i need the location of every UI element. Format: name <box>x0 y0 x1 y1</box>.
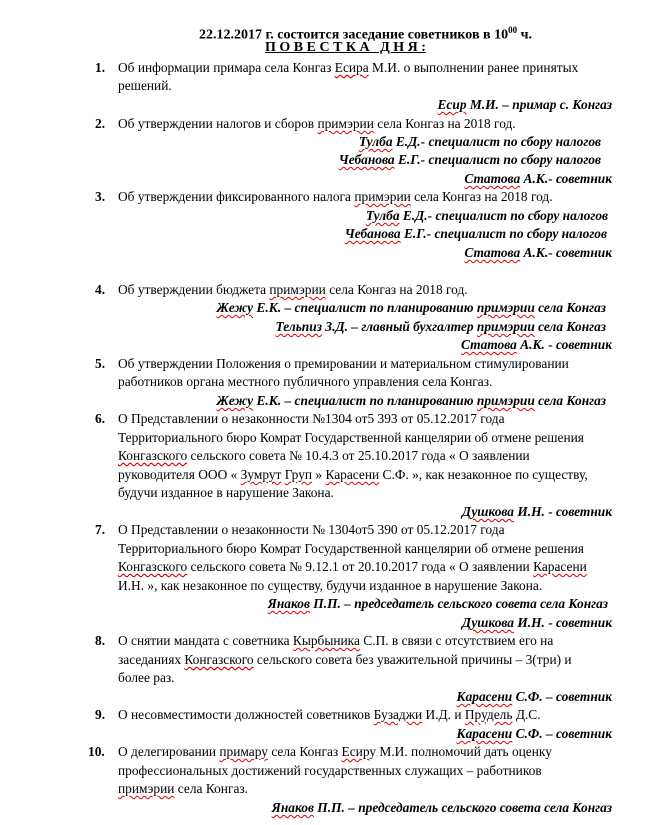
item-6-line-5: будучи изданное в нарушение Закона. <box>118 485 334 500</box>
date-line-text: 22.12.2017 г. состоится заседание советников в 10 <box>199 27 509 43</box>
item-number: 8. <box>95 633 106 648</box>
item-9-speaker-1: Карасени С.Ф. – советник <box>456 726 612 741</box>
item-8-line-3: более раз. <box>118 670 175 685</box>
item-3-speaker-1: Тулба Е.Д.- специалист по сбору налогов <box>365 208 608 223</box>
item-3-line-1: Об утверждении фиксированного налога примэрии села Конгаз на 2018 год. <box>118 189 553 204</box>
item-10-line-1: О делегировании примару села Конгаз Есиру М.И. полномочий дать оценку <box>118 744 552 759</box>
item-1-speaker-1: Есир М.И. – примар с. Конгаз <box>437 97 612 112</box>
item-8-speaker-1: Карасени С.Ф. – советник <box>456 689 612 704</box>
item-number: 5. <box>95 356 106 371</box>
item-6-speaker-1: Душкова И.Н. - советник <box>461 504 612 519</box>
item-9-line-1: О несовместимости должностей советников Бузаджи И.Д. и Прудель Д.С. <box>118 707 541 722</box>
item-2-speaker-3: Статова А.К.- советник <box>464 171 612 186</box>
item-5-line-2: работников органа местного публичного управления села Конгаз. <box>118 374 493 389</box>
item-4-speaker-3: Статова А.К. - советник <box>461 337 612 352</box>
item-7-line-1: О Представлении о незаконности № 1304от5 390 от 05.12.2017 года <box>118 522 505 537</box>
item-5-speaker-1: Жежу Е.К. – специалист по планированию примэрии села Конгаз <box>216 393 606 408</box>
item-4-speaker-2: Тельпиз З.Д. – главный бухгалтер примэрии села Конгаз <box>275 319 606 334</box>
item-8-line-1: О снятии мандата с советника Кырбыника С.П. в связи с отсутствием его на <box>118 633 554 648</box>
item-4-speaker-1: Жежу Е.К. – специалист по планированию примэрии села Конгаз <box>216 300 606 315</box>
item-7-line-2: Территориального бюро Комрат Государственной канцелярии об отмене решения <box>118 541 584 556</box>
item-number: 2. <box>95 116 106 131</box>
item-3-speaker-3: Статова А.К.- советник <box>464 245 612 260</box>
item-number: 6. <box>95 411 106 426</box>
item-10-line-3: примэрии села Конгаз. <box>118 781 249 796</box>
item-5-line-1: Об утверждении Положения о премировании и материальном стимулировании <box>118 356 569 371</box>
item-number: 1. <box>95 60 106 75</box>
item-6-line-3: Конгазского сельского совета № 10.4.3 от 25.10.2017 года « О заявлении <box>118 448 530 463</box>
item-6-line-4: руководителя ООО « Зумрут Груп » Карасени С.Ф. », как незаконное по существу, <box>118 467 588 482</box>
item-8-line-2: заседаниях Конгазского сельского совета без уважительной причины – 3(три) и <box>118 652 572 667</box>
item-number: 4. <box>95 282 106 297</box>
time-superscript: 00 <box>508 25 518 35</box>
item-1-line-1: Об информации примара села Конгаз Есира М.И. о выполнении ранее принятых <box>118 60 579 75</box>
item-6-line-2: Территориального бюро Комрат Государственной канцелярии об отмене решения <box>118 430 584 445</box>
item-1-line-2: решений. <box>118 78 172 93</box>
item-2-speaker-1: Тулба Е.Д.- специалист по сбору налогов <box>358 134 601 149</box>
item-number: 7. <box>95 522 106 537</box>
item-number: 10. <box>88 744 105 759</box>
date-line-suffix: ч. <box>517 27 532 43</box>
item-4-line-1: Об утверждении бюджета примэрии села Конгаз на 2018 год. <box>118 282 468 297</box>
item-7-line-4: И.Н. », как незаконное по существу, будучи изданное в нарушение Закона. <box>118 578 543 593</box>
item-7-speaker-2: Душкова И.Н. - советник <box>461 615 612 630</box>
item-10-speaker-1: Янаков П.П. – председатель сельского совета села Конгаз <box>271 800 612 815</box>
item-7-speaker-1: Янаков П.П. – председатель сельского совета села Конгаз <box>267 596 608 611</box>
item-2-line-1: Об утверждении налогов и сборов примэрии села Конгаз на 2018 год. <box>118 116 516 131</box>
item-10-line-2: профессиональных достижений государственных служащих – работников <box>118 763 542 778</box>
item-2-speaker-2: Чебанова Е.Г.- специалист по сбору налогов <box>338 152 601 167</box>
agenda-title: П О В Е С Т К А Д Н Я : <box>265 40 426 55</box>
item-3-speaker-2: Чебанова Е.Г.- специалист по сбору налогов <box>344 226 607 241</box>
item-7-line-3: Конгазского сельского совета № 9.12.1 от 20.10.2017 года « О заявлении Карасени <box>118 559 587 574</box>
item-number: 3. <box>95 189 106 204</box>
item-6-line-1: О Представлении о незаконности №1304 от5 393 от 05.12.2017 года <box>118 411 505 426</box>
item-number: 9. <box>95 707 106 722</box>
